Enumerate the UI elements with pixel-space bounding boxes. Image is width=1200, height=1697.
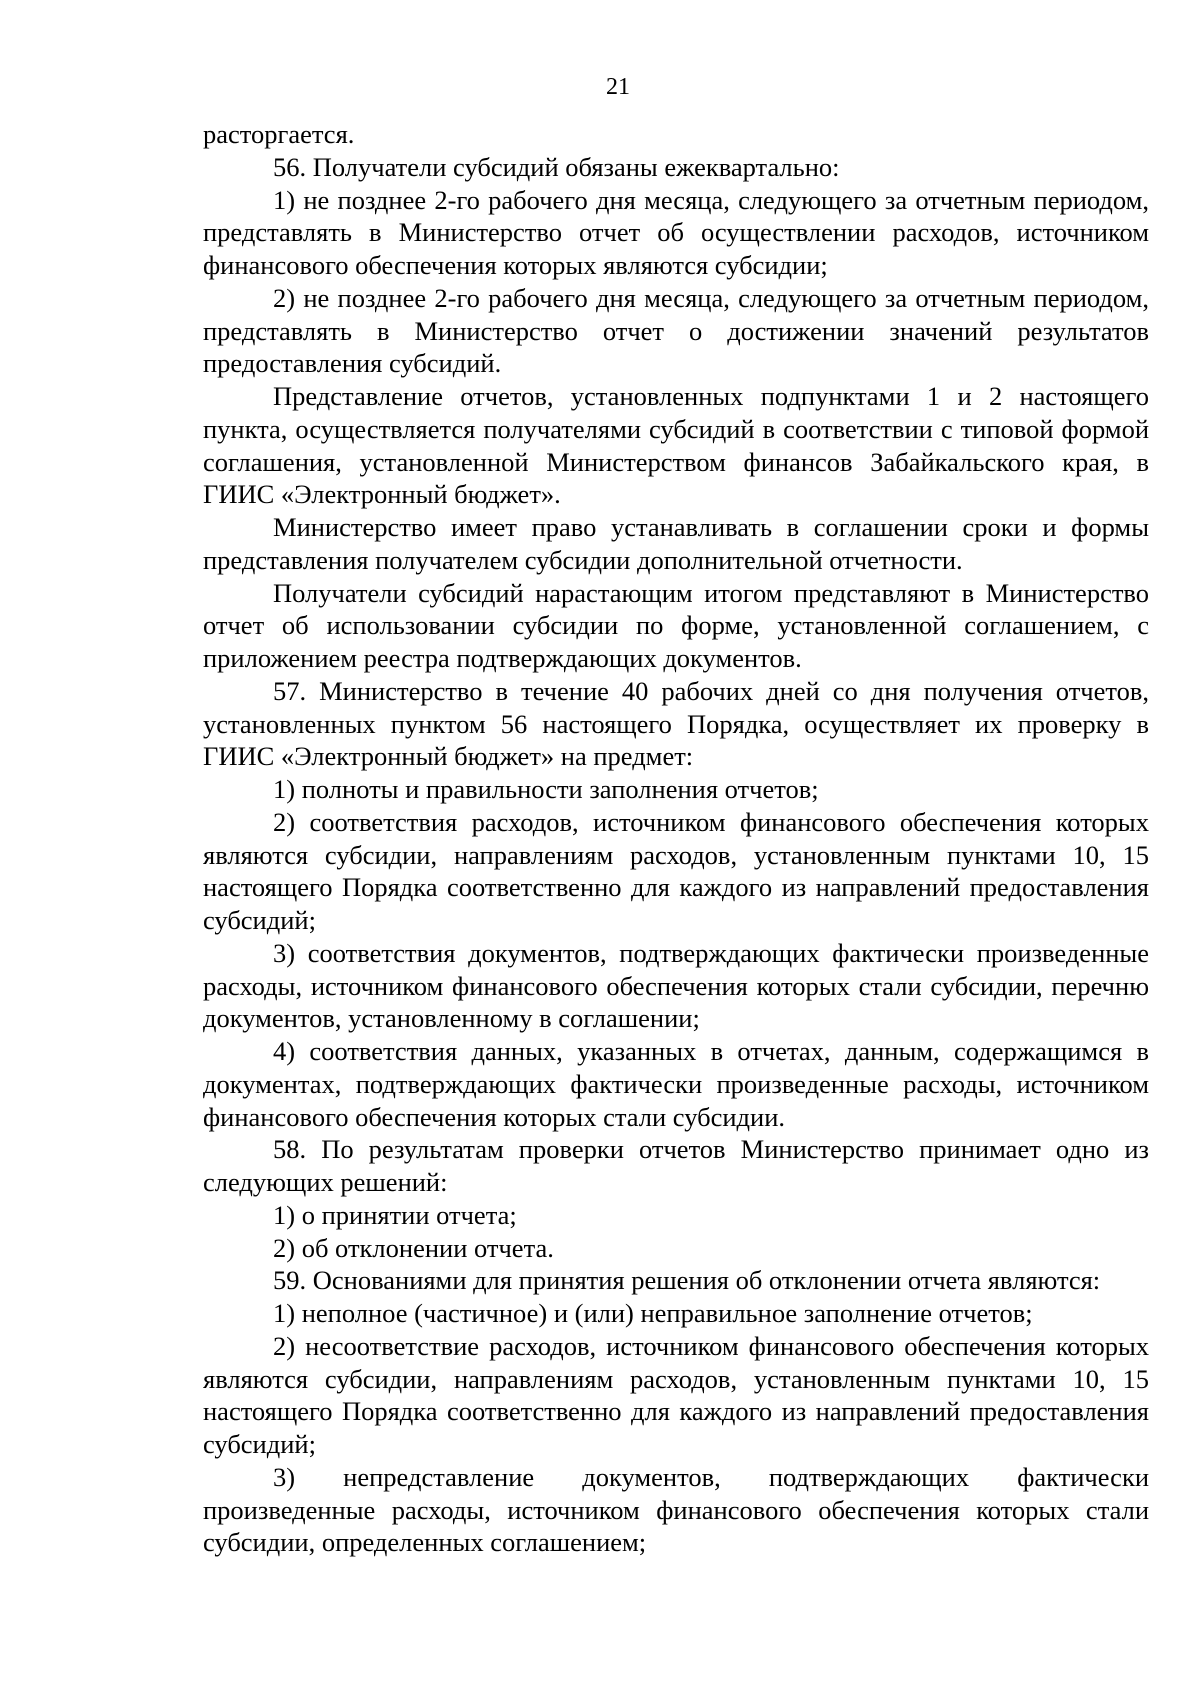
page-number: 21 [606,74,630,100]
paragraph: 1) неполное (частичное) и (или) неправильное заполнение отчетов; [273,1298,1033,1328]
paragraph: 58. По результатам проверки отчетов Министерство принимает одно из следующих решений: [203,1134,1149,1197]
paragraph: 1) о принятии отчета; [273,1199,517,1230]
paragraph: 1) полноты и правильности заполнения отчетов; [273,774,819,804]
paragraph: 3) соответствия документов, подтверждающих фактически произведенные расходы, источником финансового обеспечения которых стали субсидии, перечню документов, установленному в соглашении; [203,937,1149,1034]
paragraph: 3) непредставление документов, подтверждающих фактически произведенные расходы, источником финансового обеспечения которых стали субсидии, определенных соглашением; [203,1461,1149,1558]
paragraph: Министерство имеет право устанавливать в соглашении сроки и формы представления получателем субсидии дополнительной отчетности. [203,512,1149,575]
paragraph: 59. Основаниями для принятия решения об отклонении отчета являются: [273,1265,1101,1296]
paragraph: расторгается. [203,119,355,149]
paragraph: Представление отчетов, установленных подпунктами 1 и 2 настоящего пункта, осуществляется получателями субсидий в соответствии с типовой формой соглашения, установленной Министерством финансов Забайкальского края, в ГИИС «Электронный бюджет». [203,381,1149,510]
paragraph: 1) не позднее 2-го рабочего дня месяца, следующего за отчетным периодом, представлять в Министерство отчет об осуществлении расходов, источником финансового обеспечения которых являются субсидии; [203,184,1149,280]
paragraph: 56. Получатели субсидий обязаны ежеквартально: [273,151,840,182]
paragraph: 4) соответствия данных, указанных в отчетах, данным, содержащимся в документах, подтверждающих фактически произведенные расходы, источником финансового обеспечения которых стали субсидии. [203,1036,1149,1132]
paragraph: 57. Министерство в течение 40 рабочих дней со дня получения отчетов, установленных пунктом 56 настоящего Порядка, осуществляет их проверку в ГИИС «Электронный бюджет» на предмет: [203,675,1149,772]
paragraph: 2) не позднее 2-го рабочего дня месяца, следующего за отчетным периодом, представлять в Министерство отчет о достижении значений результатов предоставления субсидий. [203,282,1149,379]
document-body [203,118,1149,1559]
paragraph: 2) об отклонении отчета. [273,1232,554,1263]
paragraph: 2) соответствия расходов, источником финансового обеспечения которых являются субсидии, направлениям расходов, установленным пунктами 10, 15 настоящего Порядка соответственно для каждого из направлений предоставления субсидий; [203,806,1149,935]
paragraph: 2) несоответствие расходов, источником финансового обеспечения которых являются субсидии, направлениям расходов, установленным пунктами 10, 15 настоящего Порядка соответственно для каждого из направлений предоставления субсидий; [203,1330,1149,1459]
paragraph: Получатели субсидий нарастающим итогом представляют в Министерство отчет об использовании субсидии по форме, установленной соглашением, с приложением реестра подтверждающих документов. [203,577,1149,673]
